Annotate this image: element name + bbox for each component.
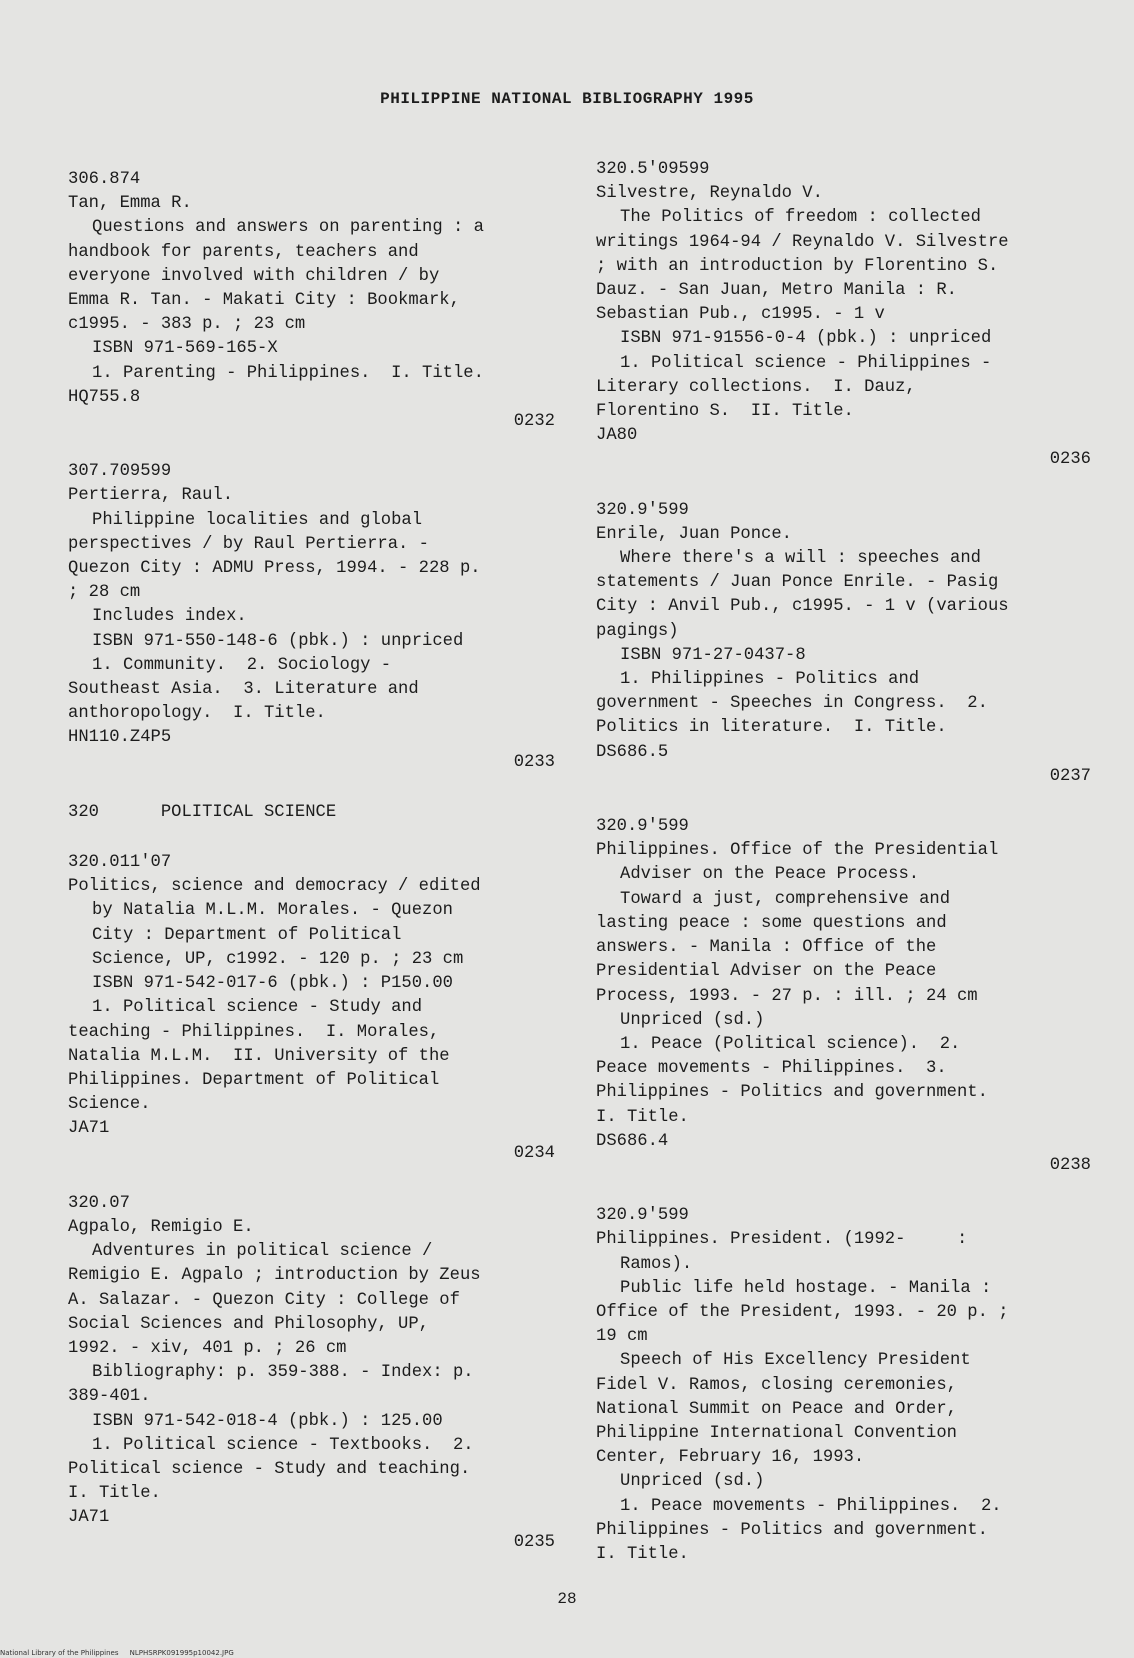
text-line: government - Speeches in Congress. 2.: [596, 694, 988, 714]
text-line: pagings): [596, 621, 679, 641]
title-line: Adventures in political science /: [92, 1242, 433, 1262]
text-line: Presidential Adviser on the Peace: [596, 962, 937, 982]
isbn: ISBN 971-542-018-4 (pbk.) : 125.00: [92, 1411, 443, 1431]
price: Unpriced (sd.): [620, 1010, 765, 1030]
text-line: Emma R. Tan. - Makati City : Bookmark,: [68, 291, 460, 311]
isbn: ISBN 971-550-148-6 (pbk.) : unpriced: [92, 631, 464, 651]
scan-footer: [0, 1649, 234, 1657]
text-line: City : Anvil Pub., c1995. - 1 v (various: [596, 597, 1009, 617]
text-line: ; 28 cm: [68, 583, 141, 603]
author: Tan, Emma R.: [68, 194, 192, 214]
call-number: 320.9'599: [596, 500, 689, 520]
text-line: Philippine International Convention: [596, 1423, 957, 1443]
text-line: ; with an introduction by Florentino S.: [596, 256, 999, 276]
entry-number: 0233: [513, 752, 555, 772]
text-line: c1995. - 383 p. ; 23 cm: [68, 315, 306, 335]
text-line: City : Department of Political: [92, 925, 402, 945]
entry-0233: [68, 460, 555, 775]
author-continued: Ramos).: [620, 1254, 693, 1274]
text-line: anthoropology. I. Title.: [68, 704, 326, 724]
price: Unpriced (sd.): [620, 1472, 765, 1492]
page-header: PHILIPPINE NATIONAL BIBLIOGRAPHY 1995: [380, 90, 754, 108]
text-line: Political science - Study and teaching.: [68, 1459, 471, 1479]
text-line: Quezon City : ADMU Press, 1994. - 228 p.: [68, 559, 481, 579]
author-continued: Adviser on the Peace Process.: [620, 865, 920, 885]
text-line: Science, UP, c1992. - 120 p. ; 23 cm: [92, 949, 464, 969]
note: Speech of His Excellency President: [620, 1351, 971, 1371]
subjects: 1. Philippines - Politics and: [620, 670, 920, 690]
call-number: 320.9'599: [596, 1206, 689, 1226]
title-line: Questions and answers on parenting : a: [92, 218, 484, 238]
subjects: 1. Community. 2. Sociology -: [92, 655, 392, 675]
author: Enrile, Juan Ponce.: [596, 524, 792, 544]
subjects: 1. Political science - Philippines -: [620, 353, 992, 373]
call-number: 320.011'07: [68, 853, 172, 873]
call-number: 320.5'09599: [596, 160, 710, 179]
text-line: Social Sciences and Philosophy, UP,: [68, 1314, 429, 1334]
lc-class: JA71: [68, 1119, 110, 1139]
isbn: ISBN 971-569-165-X: [92, 339, 278, 359]
entry-number: 0234: [513, 1143, 555, 1163]
text-line: 1992. - xiv, 401 p. ; 26 cm: [68, 1338, 347, 1358]
lc-class: HN110.Z4P5: [68, 728, 172, 748]
text-line: A. Salazar. - Quezon City : College of: [68, 1290, 460, 1310]
text-line: statements / Juan Ponce Enrile. - Pasig: [596, 573, 999, 593]
footer-library: National Library of the Philippines: [0, 1649, 119, 1657]
text-line: teaching - Philippines. I. Morales,: [68, 1022, 440, 1042]
text-line: Literary collections. I. Dauz,: [596, 377, 916, 397]
author: Pertierra, Raul.: [68, 486, 234, 506]
call-number: 320.07: [68, 1193, 130, 1213]
title-line: Public life held hostage. - Manila :: [620, 1278, 992, 1298]
entry-0236: [596, 158, 1091, 473]
entry-number: 0237: [1049, 766, 1091, 786]
title-line: The Politics of freedom : collected: [620, 208, 981, 228]
title-line: Politics, science and democracy / edited: [68, 877, 481, 897]
subjects: 1. Peace movements - Philippines. 2.: [620, 1496, 1002, 1516]
entry-number: 0236: [1049, 450, 1091, 470]
note: Includes index.: [92, 607, 247, 627]
text-line: Peace movements - Philippines. 3.: [596, 1059, 947, 1079]
call-number: 320.9'599: [596, 817, 689, 837]
title-line: Philippine localities and global: [92, 510, 423, 530]
text-line: Office of the President, 1993. - 20 p. ;: [596, 1302, 1009, 1322]
footer-file: NLPHSRPK091995p10042.JPG: [129, 1649, 234, 1657]
text-line: 19 cm: [596, 1327, 648, 1347]
lc-class: JA80: [596, 426, 638, 446]
note: Bibliography: p. 359-388. - Index: p.: [92, 1363, 474, 1383]
text-line: Natalia M.L.M. II. University of the: [68, 1046, 450, 1066]
lc-class: HQ755.8: [68, 387, 141, 407]
entry-0235: [68, 1192, 555, 1555]
text-line: I. Title.: [596, 1107, 689, 1127]
text-line: Science.: [68, 1095, 151, 1115]
subjects: 1. Peace (Political science). 2.: [620, 1034, 961, 1054]
text-line: Philippines - Politics and government.: [596, 1083, 988, 1103]
lc-class: DS686.5: [596, 742, 669, 762]
subjects: 1. Political science - Study and: [92, 998, 423, 1018]
page-number: 28: [557, 1590, 577, 1608]
right-column: [596, 158, 1091, 1593]
text-line: 389-401.: [68, 1387, 151, 1407]
text-line: answers. - Manila : Office of the: [596, 938, 937, 958]
isbn: ISBN 971-542-017-6 (pbk.) : P150.00: [92, 974, 453, 994]
entry-0239: [596, 1204, 1091, 1567]
subjects: 1. Parenting - Philippines. I. Title.: [92, 363, 484, 383]
title-line: Where there's a will : speeches and: [620, 549, 981, 569]
call-number: 306.874: [68, 170, 141, 189]
text-line: Center, February 16, 1993.: [596, 1448, 865, 1468]
left-column: [68, 168, 555, 1581]
entry-0232: [68, 168, 555, 434]
lc-class: JA71: [68, 1508, 110, 1528]
title-line: Toward a just, comprehensive and: [620, 889, 951, 909]
entry-number: 0238: [1049, 1155, 1091, 1175]
text-line: Philippines - Politics and government.: [596, 1520, 988, 1540]
section-name: POLITICAL SCIENCE: [160, 802, 337, 822]
text-line: Dauz. - San Juan, Metro Manila : R.: [596, 281, 957, 301]
author: Philippines. Office of the Presidential: [596, 841, 999, 861]
entry-number: 0235: [513, 1532, 555, 1552]
isbn: ISBN 971-27-0437-8: [620, 645, 806, 665]
text-line: lasting peace : some questions and: [596, 913, 947, 933]
text-line: I. Title.: [68, 1484, 161, 1504]
text-line: Fidel V. Ramos, closing ceremonies,: [596, 1375, 957, 1395]
lc-class: DS686.4: [596, 1131, 669, 1151]
author: Philippines. President. (1992- :: [596, 1230, 968, 1250]
text-line: everyone involved with children / by: [68, 266, 440, 286]
entry-0234: [68, 851, 555, 1166]
text-line: handbook for parents, teachers and: [68, 242, 419, 262]
section-code: 320: [68, 802, 99, 822]
text-line: Southeast Asia. 3. Literature and: [68, 680, 419, 700]
text-line: writings 1964-94 / Reynaldo V. Silvestre: [596, 232, 1009, 252]
text-line: Philippines. Department of Political: [68, 1070, 440, 1090]
subjects: 1. Political science - Textbooks. 2.: [92, 1435, 474, 1455]
text-line: Process, 1993. - 27 p. : ill. ; 24 cm: [596, 986, 978, 1006]
entry-0237: [596, 499, 1091, 789]
section-heading: [68, 801, 555, 825]
text-line: by Natalia M.L.M. Morales. - Quezon: [92, 901, 453, 921]
entry-number: 0232: [513, 412, 555, 432]
text-line: perspectives / by Raul Pertierra. -: [68, 534, 429, 554]
text-line: Florentino S. II. Title.: [596, 402, 854, 422]
author: Silvestre, Reynaldo V.: [596, 184, 823, 204]
entry-0238: [596, 815, 1091, 1178]
author: Agpalo, Remigio E.: [68, 1217, 254, 1237]
text-line: I. Title.: [596, 1544, 689, 1564]
isbn: ISBN 971-91556-0-4 (pbk.) : unpriced: [620, 329, 992, 349]
text-line: Sebastian Pub., c1995. - 1 v: [596, 305, 885, 325]
text-line: National Summit on Peace and Order,: [596, 1399, 957, 1419]
text-line: Remigio E. Agpalo ; introduction by Zeus: [68, 1266, 481, 1286]
text-line: Politics in literature. I. Title.: [596, 718, 947, 738]
call-number: 307.709599: [68, 462, 172, 482]
